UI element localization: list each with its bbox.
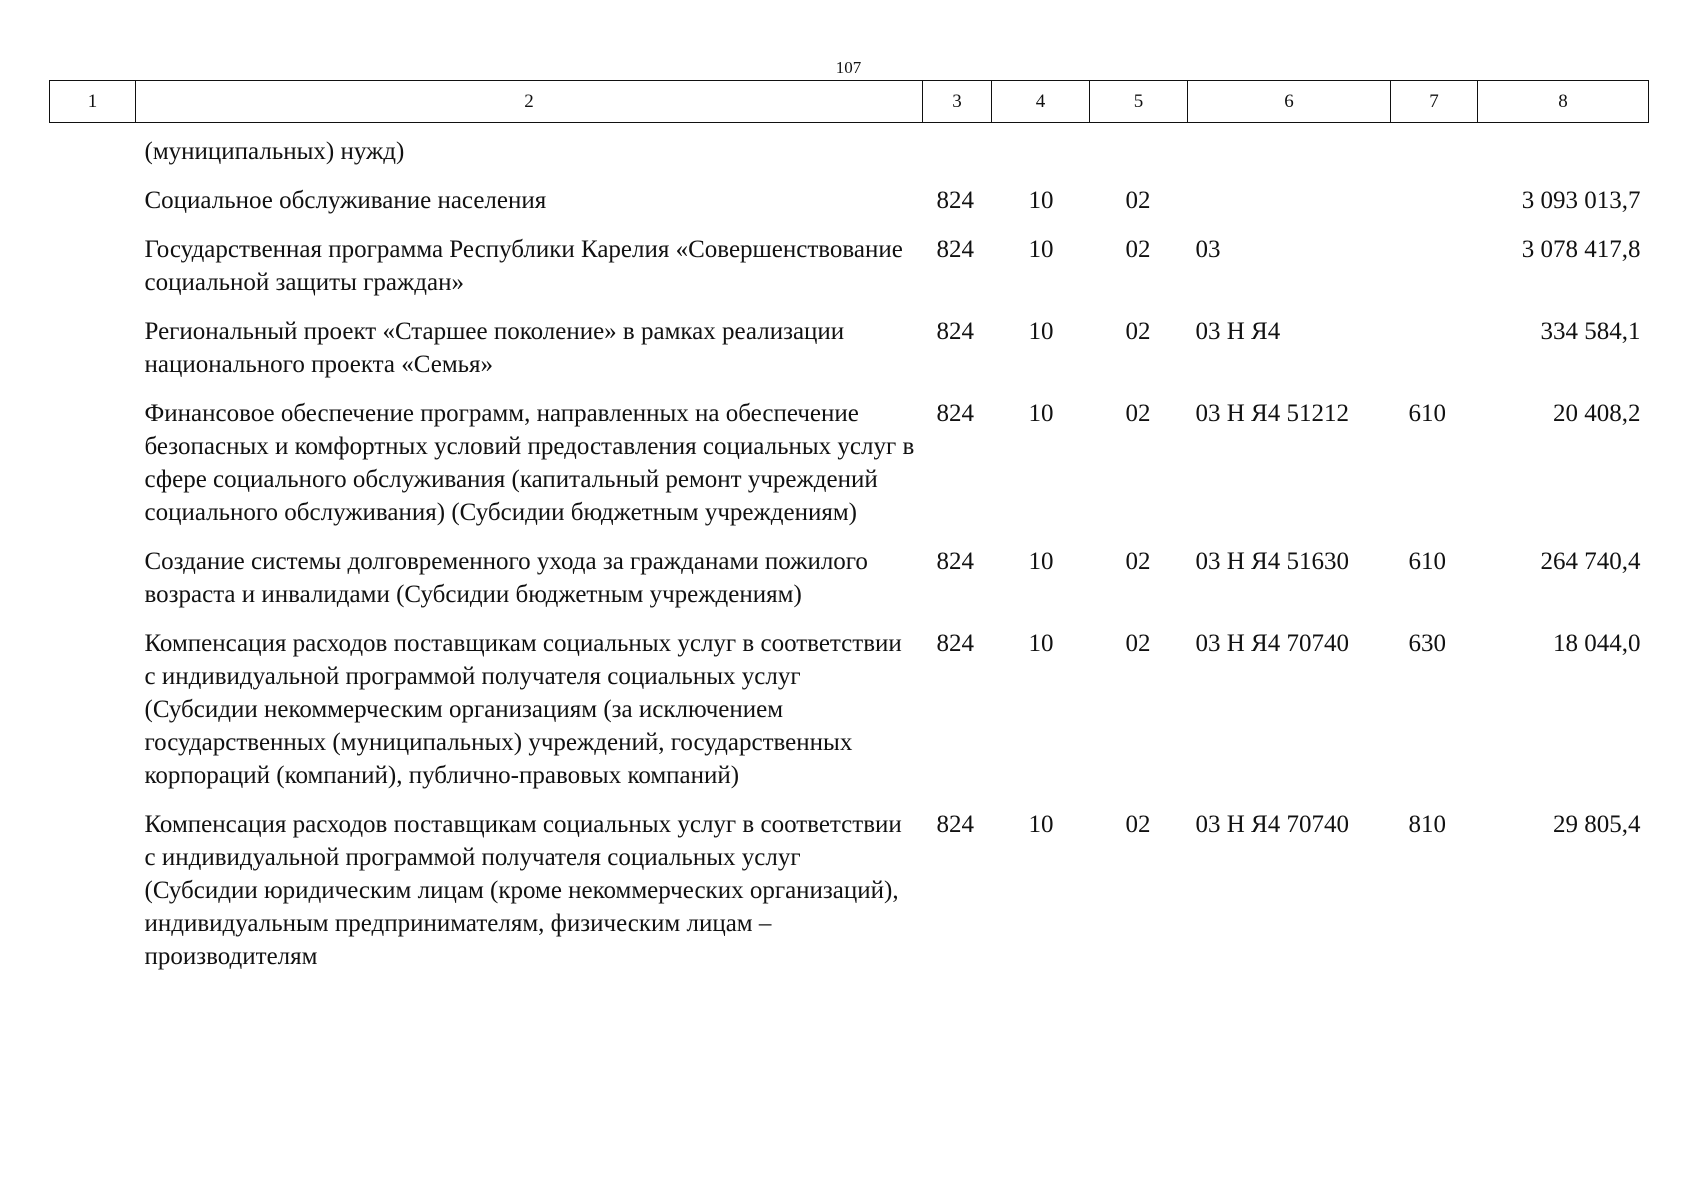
table-header-row	[50, 81, 1649, 123]
table-row	[50, 168, 1649, 217]
cell-vr: 610	[1408, 400, 1446, 427]
cell-rz: 10	[1028, 400, 1054, 427]
column-header-1: 1	[50, 81, 136, 123]
cell-name: Финансовое обеспечение программ, направленных на обеспечение безопасных и комфортных условий предоставления социальных услуг в сфере социального обслуживания (капитальный ремонт учреждений социального обслуживания) (Субсидии бюджетным учреждениям)	[144, 400, 915, 526]
cell-vr: 610	[1408, 548, 1446, 575]
column-header-5: 5	[1090, 81, 1188, 123]
cell-name: Социальное обслуживание населения	[144, 187, 547, 214]
column-header-8: 8	[1478, 81, 1649, 123]
cell-gr: 824	[936, 236, 974, 263]
cell-pr: 02	[1125, 811, 1151, 838]
cell-sum: 20 408,2	[1553, 400, 1641, 427]
cell-sum: 264 740,4	[1540, 548, 1641, 575]
cell-vr	[1391, 217, 1478, 299]
cell-name: Создание системы долговременного ухода за гражданами пожилого возраста и инвалидами (Субсидии бюджетным учреждениям)	[144, 548, 868, 608]
cell-sum: 18 044,0	[1553, 630, 1641, 657]
cell-rz: 10	[1028, 630, 1054, 657]
cell-sum: 29 805,4	[1553, 811, 1641, 838]
cell-pr: 02	[1125, 187, 1151, 214]
cell-pr: 02	[1125, 630, 1151, 657]
table-row	[50, 217, 1649, 299]
cell-sum: 3 078 417,8	[1521, 236, 1641, 263]
cell-gr: 824	[936, 187, 974, 214]
cell-name: Региональный проект «Старшее поколение» в рамках реализации национального проекта «Семья»	[144, 318, 845, 378]
cell-rz: 10	[1028, 811, 1054, 838]
cell-rz: 10	[1028, 187, 1054, 214]
table-row	[50, 792, 1649, 973]
cell-name: (муниципальных) нужд)	[144, 138, 405, 165]
cell-name: Компенсация расходов поставщикам социальных услуг в соответствии с индивидуальной программой получателя социальных услуг (Субсидии некоммерческим организациям (за исключением государственных (муниципальных) учреждений, государственных корпораций (компаний), публично-правовых компаний)	[144, 630, 902, 789]
cell-csr: 03 Н Я4 70740	[1195, 811, 1349, 838]
cell-name: Государственная программа Республики Карелия «Совершенствование социальной защиты граждан»	[144, 236, 903, 296]
budget-table	[49, 80, 1649, 973]
cell-vr: 810	[1408, 811, 1446, 838]
cell-csr	[1188, 123, 1391, 169]
column-header-6: 6	[1188, 81, 1391, 123]
cell-csr: 03 Н Я4	[1195, 318, 1281, 345]
cell-sum: 3 093 013,7	[1521, 187, 1641, 214]
cell-pr: 02	[1125, 318, 1151, 345]
table-row	[50, 299, 1649, 381]
cell-gr: 824	[936, 811, 974, 838]
cell-sum: 334 584,1	[1540, 318, 1641, 345]
column-header-3: 3	[923, 81, 992, 123]
cell-csr: 03	[1195, 236, 1221, 263]
column-header-7: 7	[1391, 81, 1478, 123]
cell-csr: 03 Н Я4 51630	[1195, 548, 1349, 575]
table-row	[50, 611, 1649, 792]
table-row	[50, 123, 1649, 169]
cell-gr: 824	[936, 630, 974, 657]
page-number: 107	[835, 58, 862, 77]
column-header-4: 4	[992, 81, 1090, 123]
cell-rz: 10	[1028, 236, 1054, 263]
cell-pr: 02	[1125, 236, 1151, 263]
cell-pr: 02	[1125, 400, 1151, 427]
cell-rz	[992, 123, 1090, 169]
cell-vr: 630	[1408, 630, 1446, 657]
cell-rz: 10	[1028, 318, 1054, 345]
cell-gr: 824	[936, 318, 974, 345]
table-row	[50, 381, 1649, 529]
table-row	[50, 529, 1649, 611]
cell-gr: 824	[936, 400, 974, 427]
cell-gr: 824	[936, 548, 974, 575]
cell-gr	[923, 123, 992, 169]
cell-pr	[1090, 123, 1188, 169]
cell-sum	[1478, 123, 1649, 169]
cell-vr	[1391, 168, 1478, 217]
cell-name: Компенсация расходов поставщикам социальных услуг в соответствии с индивидуальной программой получателя социальных услуг (Субсидии юридическим лицам (кроме некоммерческих организаций), индивидуальным предпринимателям, физическим лицам – производителям	[144, 811, 902, 970]
table-body	[50, 123, 1649, 974]
cell-vr	[1391, 299, 1478, 381]
cell-vr	[1391, 123, 1478, 169]
cell-csr: 03 Н Я4 70740	[1195, 630, 1349, 657]
cell-pr: 02	[1125, 548, 1151, 575]
cell-csr	[1188, 168, 1391, 217]
cell-csr: 03 Н Я4 51212	[1195, 400, 1349, 427]
cell-rz: 10	[1028, 548, 1054, 575]
column-header-2: 2	[136, 81, 923, 123]
